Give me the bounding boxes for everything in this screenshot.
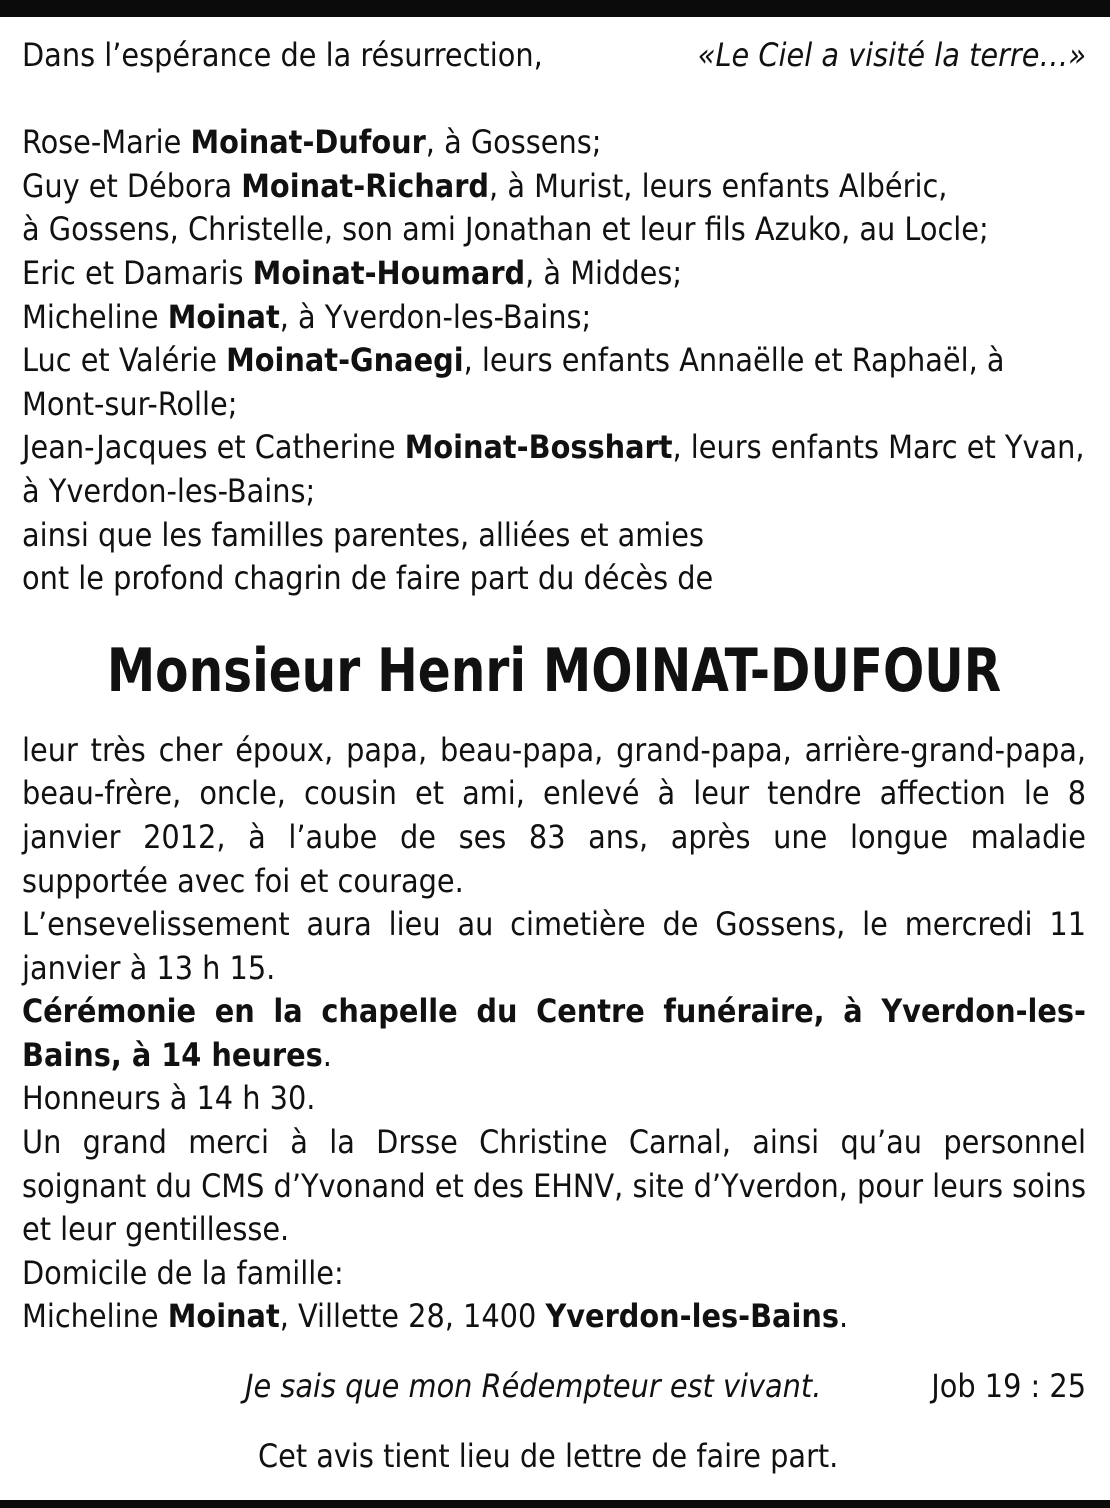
ceremony-end: . [322,1035,332,1074]
domicile-end: . [838,1297,849,1336]
family-line [22,121,1086,165]
family-line [22,470,1086,514]
burial-paragraph: L’ensevelissement aura lieu au cimetière de Gossens, le mercredi 11 janvier à 13 h 15. [22,905,1086,987]
family-line [22,208,1086,252]
family-line-text: ainsi que les familles parentes, alliées et amies [22,515,705,554]
family-surname: Moinat-Bosshart [404,428,673,467]
bible-verse [22,1365,1086,1409]
family-line [22,383,1086,427]
family-line-text: à Gossens, Christelle, son ami Jonathan et leur fils Azuko, au Locle; [22,210,989,249]
family-surname: Moinat-Houmard [252,253,526,292]
blank-line [22,78,1086,122]
domicile-address [22,1295,1086,1339]
family-line-text: Luc et Valérie [22,341,227,380]
domicile-street: , Villette 28, 1400 [279,1297,546,1336]
family-surname: Moinat [167,297,280,336]
honours-line: Honneurs à 14 h 30. [22,1079,316,1118]
family-line [22,252,1086,296]
family-line-text: , à Yverdon-les-Bains; [279,297,592,336]
family-line-text: Rose-Marie [22,123,191,162]
thanks-paragraph: Un grand merci à la Drsse Christine Carnal, ainsi qu’au personnel soignant du CMS d’Yvonand et des EHNV, site d’Yverdon, pour leurs soins et leur gentillesse. [22,1123,1086,1249]
header-quote: «Le Ciel a visité la terre…» [697,36,1086,74]
verse-reference: Job 19 : 25 [931,1367,1086,1406]
family-surname: Moinat-Dufour [190,123,426,162]
family-surname: Moinat-Gnaegi [226,341,464,380]
family-line [22,557,1086,601]
family-line-text: Mont-sur-Rolle; [22,384,238,423]
description-paragraph: leur très cher époux, papa, beau-papa, grand-papa, arrière-grand-papa, beau-frère, oncle, cousin et ami, enlevé à leur tendre affection le 8 janvier 2012, à l’aube de ses 83 ans, après une longue maladie supportée avec foi et courage. [22,730,1086,900]
family-list [22,121,1086,601]
family-line-text: , à Middes; [525,253,683,292]
family-line-text: , leurs enfants Marc et Yvan, [672,428,1085,467]
ceremony-paragraph [22,990,1086,1077]
family-line-text: , à Gossens; [425,123,602,162]
domicile-label: Domicile de la famille: [22,1253,344,1292]
family-line [22,339,1086,383]
family-line [22,165,1086,209]
family-line-text: Guy et Débora [22,166,242,205]
bottom-rule [0,1500,1110,1508]
domicile-pre: Micheline [22,1297,168,1336]
closing-note: Cet avis tient lieu de lettre de faire part. [258,1436,839,1475]
family-line-text: Eric et Damaris [22,253,253,292]
header-row [22,34,1086,78]
header-left-text: Dans l’espérance de la résurrection, [22,36,543,74]
family-line-text: à Yverdon-les-Bains; [22,471,316,510]
family-line-text: , leurs enfants Annaëlle et Raphaël, à [463,341,1005,380]
top-rule [0,0,1110,17]
family-line-text: Jean-Jacques et Catherine [22,428,405,467]
family-line-text: ont le profond chagrin de faire part du décès de [22,559,714,598]
deceased-name: Monsieur Henri MOINAT-DUFOUR [106,635,1002,706]
domicile-city: Yverdon-les-Bains [545,1297,839,1336]
family-line [22,514,1086,558]
domicile-name: Moinat [167,1297,280,1336]
family-line [22,426,1086,470]
family-line-text: Micheline [22,297,168,336]
ceremony-text: Cérémonie en la chapelle du Centre funéraire, à Yverdon-les-Bains, à 14 heures [22,992,1086,1074]
obituary-notice [22,34,1086,1478]
family-line-text: , à Murist, leurs enfants Albéric, [489,166,948,205]
family-surname: Moinat-Richard [241,166,490,205]
verse-text: Je sais que mon Rédempteur est vivant. [245,1367,822,1406]
family-line [22,296,1086,340]
